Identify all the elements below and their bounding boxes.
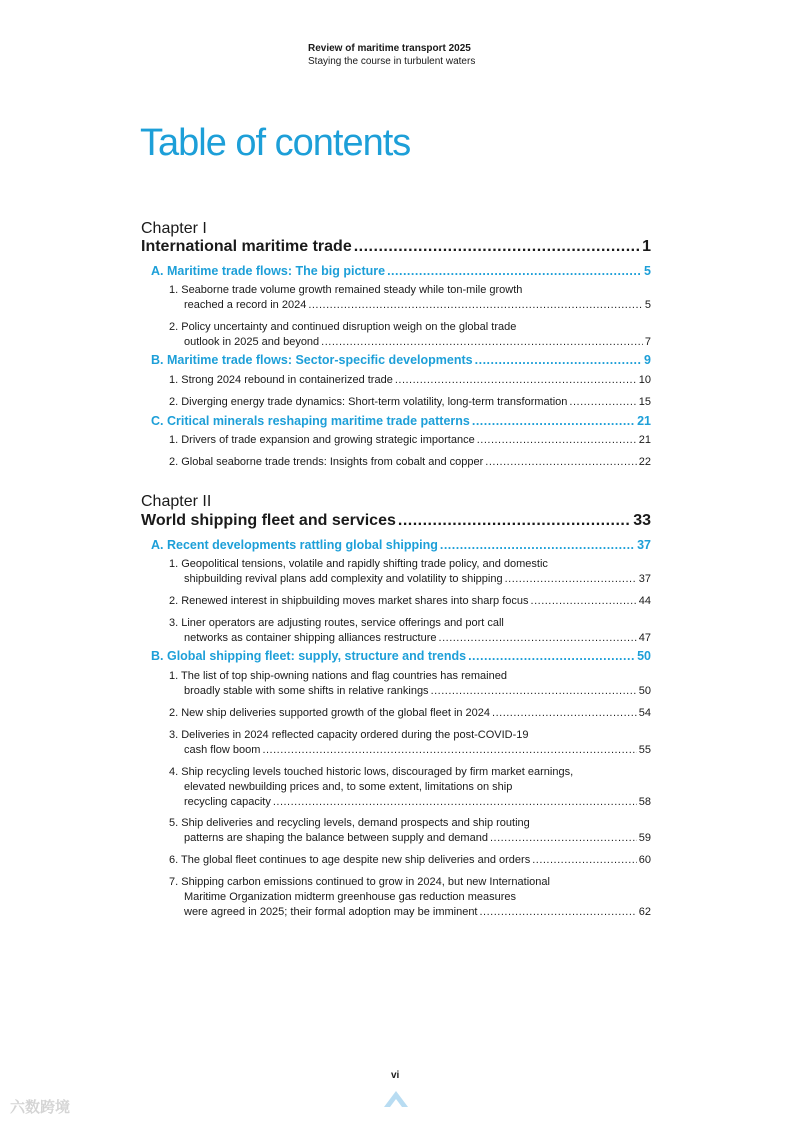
toc-item-line: 5. Ship deliveries and recycling levels, demand prospects and ship routing xyxy=(169,817,530,829)
toc-item-line: 3. Deliveries in 2024 reflected capacity ordered during the post-COVID-19 xyxy=(169,729,529,741)
watermark xyxy=(10,1096,70,1117)
toc-item-line: 1. Seaborne trade volume growth remained steady while ton-mile growth xyxy=(169,284,523,296)
page-title: Table of contents xyxy=(140,122,411,164)
toc-section-entry[interactable] xyxy=(151,264,651,279)
toc-page-number: 50 xyxy=(637,649,651,663)
toc-item-entry[interactable] xyxy=(184,831,651,845)
scroll-to-top-icon[interactable] xyxy=(383,1089,409,1118)
toc-item-entry[interactable] xyxy=(184,572,651,586)
toc-page-number: 60 xyxy=(638,854,651,866)
toc-item-entry[interactable] xyxy=(184,335,651,349)
toc-section-entry[interactable] xyxy=(151,538,651,553)
toc-item-title: 1. Strong 2024 rebound in containerized trade xyxy=(169,374,393,386)
page-number: vi xyxy=(391,1070,400,1081)
toc-item-title: 2. Renewed interest in shipbuilding moves market shares into sharp focus xyxy=(169,595,529,607)
toc-item-title: outlook in 2025 and beyond xyxy=(184,336,320,348)
toc-chapter-title: International maritime trade xyxy=(141,238,352,255)
toc-item-entry[interactable] xyxy=(184,795,651,809)
chapter-label: Chapter II xyxy=(141,493,212,510)
toc-item-entry[interactable] xyxy=(169,853,651,867)
toc-item-title: patterns are shaping the balance between supply and demand xyxy=(184,832,488,844)
toc-page-number: 47 xyxy=(638,632,651,644)
toc-item-title: 1. Drivers of trade expansion and growing strategic importance xyxy=(169,434,475,446)
chapter-label: Chapter I xyxy=(141,220,207,237)
report-title: Review of maritime transport 2025 xyxy=(308,43,471,54)
toc-item-entry[interactable] xyxy=(169,433,651,447)
toc-page-number: 21 xyxy=(638,434,651,446)
report-subtitle: Staying the course in turbulent waters xyxy=(308,56,476,67)
toc-page-number: 9 xyxy=(644,353,651,367)
toc-section-title: B. Maritime trade flows: Sector-specific developments xyxy=(151,353,473,367)
toc-page-number: 58 xyxy=(638,796,651,808)
toc-item-line: 4. Ship recycling levels touched historic lows, discouraged by firm market earnings, xyxy=(169,766,574,778)
toc-page-number: 37 xyxy=(638,573,651,585)
toc-section-entry[interactable] xyxy=(151,649,651,664)
toc-page-number: 5 xyxy=(644,299,651,311)
toc-item-title: reached a record in 2024 xyxy=(184,299,307,311)
toc-item-entry[interactable] xyxy=(169,594,651,608)
toc-chapter-title: World shipping fleet and services xyxy=(141,512,396,529)
toc-chapter-entry[interactable] xyxy=(141,512,651,530)
running-header xyxy=(308,42,548,68)
toc-chapter-entry[interactable] xyxy=(141,238,651,256)
toc-item-entry[interactable] xyxy=(169,395,651,409)
toc-page-number: 33 xyxy=(633,512,651,529)
toc-item-entry[interactable] xyxy=(169,706,651,720)
toc-page-number: 62 xyxy=(638,906,651,918)
toc-item-entry[interactable] xyxy=(184,684,651,698)
toc-page-number: 15 xyxy=(638,396,651,408)
toc-section-entry[interactable] xyxy=(151,353,651,368)
toc-section-title: B. Global shipping fleet: supply, structure and trends xyxy=(151,649,467,663)
toc-item-line: 2. Policy uncertainty and continued disruption weigh on the global trade xyxy=(169,321,517,333)
toc-item-line: Maritime Organization midterm greenhouse gas reduction measures xyxy=(184,891,516,903)
toc-item-entry[interactable] xyxy=(184,298,651,312)
toc-page-number: 44 xyxy=(638,595,651,607)
toc-item-line: 3. Liner operators are adjusting routes, service offerings and port call xyxy=(169,617,504,629)
toc-page-number: 22 xyxy=(638,456,651,468)
toc-item-line: 1. The list of top ship-owning nations and flag countries has remained xyxy=(169,670,507,682)
toc-page-number: 7 xyxy=(644,336,651,348)
toc-item-entry[interactable] xyxy=(184,743,651,757)
watermark-text: 六数跨境 xyxy=(10,1099,71,1116)
toc-item-entry[interactable] xyxy=(169,373,651,387)
toc-page-number: 50 xyxy=(638,685,651,697)
toc-item-line: 7. Shipping carbon emissions continued to grow in 2024, but new International xyxy=(169,876,550,888)
toc-page-number: 21 xyxy=(637,414,651,428)
toc-item-line: 1. Geopolitical tensions, volatile and rapidly shifting trade policy, and domestic xyxy=(169,558,548,570)
toc-page-number: 59 xyxy=(638,832,651,844)
toc-section-title: C. Critical minerals reshaping maritime trade patterns xyxy=(151,414,470,428)
toc-page-number: 37 xyxy=(637,538,651,552)
toc-item-title: broadly stable with some shifts in relative rankings xyxy=(184,685,429,697)
toc-item-entry[interactable] xyxy=(184,631,651,645)
toc-item-title: recycling capacity xyxy=(184,796,271,808)
toc-page-number: 1 xyxy=(642,238,651,255)
toc-item-title: cash flow boom xyxy=(184,744,261,756)
toc-item-entry[interactable] xyxy=(184,905,651,919)
toc-section-title: A. Recent developments rattling global shipping xyxy=(151,538,438,552)
toc-item-line: elevated newbuilding prices and, to some extent, limitations on ship xyxy=(184,781,513,793)
toc-item-title: 6. The global fleet continues to age despite new ship deliveries and orders xyxy=(169,854,531,866)
toc-page-number: 54 xyxy=(638,707,651,719)
toc-item-title: 2. New ship deliveries supported growth of the global fleet in 2024 xyxy=(169,707,491,719)
toc-item-title: shipbuilding revival plans add complexity and volatility to shipping xyxy=(184,573,503,585)
toc-item-title: networks as container shipping alliances restructure xyxy=(184,632,437,644)
toc-page-number: 5 xyxy=(644,264,651,278)
toc-page-number: 55 xyxy=(638,744,651,756)
toc-section-entry[interactable] xyxy=(151,414,651,429)
toc-item-entry[interactable] xyxy=(169,455,651,469)
toc-item-title: 2. Global seaborne trade trends: Insights from cobalt and copper xyxy=(169,456,484,468)
toc-page-number: 10 xyxy=(638,374,651,386)
toc-item-title: were agreed in 2025; their formal adoption may be imminent xyxy=(184,906,478,918)
toc-item-title: 2. Diverging energy trade dynamics: Short-term volatility, long-term transformation xyxy=(169,396,568,408)
toc-section-title: A. Maritime trade flows: The big picture xyxy=(151,264,386,278)
